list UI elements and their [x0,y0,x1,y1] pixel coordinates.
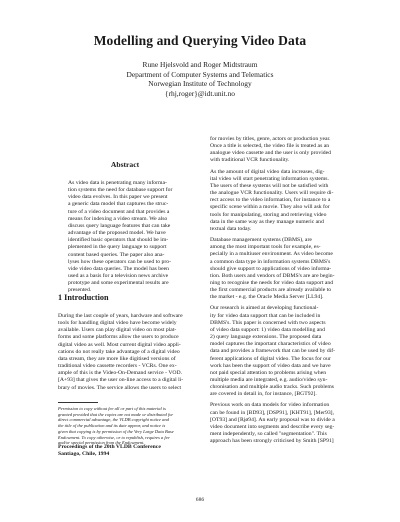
intro-line: During the last couple of years, hardware and software [58,313,183,319]
footnote-line: and/or special permission from the Endowment. [58,440,145,446]
body-line: specific scene within a movie. They also will ask for [210,204,330,211]
introduction-body [58,313,192,392]
footnote-line: Endowment. To copy otherwise, or to republish, requires a fee [58,434,170,440]
body-line: with traditional VCR functionality. [210,157,290,164]
body-line: Our research is aimed at developing functional- [210,305,319,312]
abstract-line: content based queries. The paper also ana- [68,251,165,258]
body-line: the analogue VCR functionality. Users will require di- [210,190,334,197]
body-line: As the amount of digital video data increases, dig- [210,168,325,175]
proceedings-line: Santiago, Chile, 1994 [58,451,110,458]
intro-line: ample of this is the Video-On-Demand service - VOD. [58,370,183,377]
author-block [0,60,400,98]
body-line: are covered in detail in, for instance, [BGT92]. [210,391,317,398]
intro-line: traditional video cassette recorders - VCRs. One ex- [58,363,177,370]
body-line: Previous work on data models for video information [210,402,330,409]
body-line: chronisation and multiple audio tracks. Such problems [210,384,334,391]
body-line: the first commercial products are already available to [210,287,332,294]
body-line: of video data support: 1) video data modelling and [210,326,325,333]
body-line: [OT93] and [Rjø94]. An early proposal was to divide a [210,416,335,423]
footnote-line: direct commercial advantage, the VLDB copyright notice and [58,417,169,423]
body-line: work has been the support of video data and we have [210,362,331,369]
paper-title: Modelling and Querying Video Data [93,33,307,48]
abstract-line: used as a basis for a television news archive [68,273,169,280]
intro-line: brary of movies. The service allows the users to select [58,384,182,391]
body-line: a common data type in information systems DBMS's [210,258,331,265]
intro-line: data stream, they are more like digitised versions of [58,355,176,362]
proceedings-line: Proceedings of the 20th VLDB Conference [58,444,161,450]
body-line: DBMS's. This paper is concerned with two aspects [210,319,326,326]
abstract-line: As video data is penetrating many informa- [68,180,167,186]
abstract-line: a generic data model that captures the struc- [68,201,169,208]
footnote-line: granted provided that the copies are not made or distributed for [58,411,174,417]
body-line: rect access to the video information, for instance to a [210,197,331,204]
body-line: can be found in [BD93], [DSP91], [KHT91], [Mer93], [210,409,334,416]
author-names: Rune Hjelsvold and Roger Midtstraum [142,60,258,69]
body-line: should give support to applications of video informa- [210,265,332,272]
abstract-line: tion systems the need for database support for [68,187,173,194]
body-line: ning to recognise the needs for video data support and [210,279,334,286]
intro-line: digital video as well. Most current digital video appli- [58,341,181,348]
abstract-body [68,180,188,295]
abstract-line: prototype and some experimental results are [68,280,169,287]
body-line: tools for manipulating, storing and retrieving video [210,211,327,218]
footnote-line: the title of the publication and its date appear, and notice is [58,423,166,429]
footnote-line: Permission to copy without fee all or part of this material is [58,406,166,411]
body-line: among the most important tools for example, es- [210,244,321,251]
body-line: ferent applications of digital video. The focus for our [210,355,331,362]
author-institute: Norwegian Institute of Technology [148,79,252,89]
body-line: model captures the important characteristics of video [210,341,331,348]
footnote-rule [58,402,98,403]
body-line: Once a title is selected, the video file is treated as an [210,143,330,150]
abstract-line: video data evolves. In this paper we present [68,194,168,201]
intro-line: tools for handling digital video have become widely [58,320,177,327]
section-heading-introduction: 1 Introduction [58,293,109,302]
proceedings-note [58,444,192,458]
body-line: multiple media are integrated, e.g. audio/video syn- [210,377,328,383]
intro-line: [A+93] that gives the user on-line access to a digital li- [58,377,184,384]
body-line: video document into segments and describe every seg- [210,423,335,430]
abstract-heading: Abstract [110,160,140,169]
intro-line: cations do not really take advantage of a digital video [58,348,180,355]
body-line: 2) query language extensions. The proposed data [210,334,322,341]
footnote-line: given that copying is by permission of the Very Large Data Base [58,428,174,434]
author-email: {rhj,roger}@idt.unit.no [165,88,235,98]
body-line: not paid special attention to problems arising when [210,369,327,376]
body-line: analogue video cassette and the user is only provided [210,150,331,157]
body-line: pecially in a multiuser environment. As video become [210,251,333,258]
body-line: The users of these systems will not be satisfied with [210,182,329,189]
abstract-line: presented. [68,287,92,294]
body-line: Database management systems (DBMS), are [210,237,312,244]
body-line: data and provides a framework that can be used by dif- [210,348,336,355]
body-line: approach has been strongly criticised by Smith [SP91] [210,438,334,445]
right-column-body [210,136,346,445]
body-line: tion. Both users and vendors of DBMS's are are begin- [210,272,335,279]
body-line: ity for video data support that can be included in [210,312,321,319]
abstract-line: identified basic operators that should be im- [68,237,169,244]
body-line: the market - e.g. the Oracle Media Server [LL94]. [210,294,324,301]
body-line: textual data today. [210,225,252,232]
abstract-line: vide video data queries. The model has been [68,265,169,272]
body-line: ment independently, so called "segmentation". This [210,431,327,438]
abstract-line: means for indexing a video stream. We also [68,215,168,222]
abstract-line: lyses how these operators can be used to pro- [68,258,171,265]
abstract-line: advantage of the proposed model. We have [68,230,166,237]
abstract-line: ture of a video document and that provides a [68,208,170,215]
author-department: Department of Computer Systems and Telematics [126,69,274,79]
copyright-footnote [58,406,192,446]
intro-line: available. Users can play digital video on most plat- [58,327,177,334]
abstract-line: plemented in the query language to support [68,244,167,251]
intro-line: forms and some platforms allow the users to produce [58,334,179,341]
page-number: 686 [195,497,205,503]
body-line: data in the same way as they manage numeric and [210,218,324,225]
abstract-line: discuss query language features that can take [68,222,171,229]
body-line: ital video will start penetrating information systems. [210,175,329,182]
body-line: for movies by titles, genre, actors or production year. [210,136,331,142]
